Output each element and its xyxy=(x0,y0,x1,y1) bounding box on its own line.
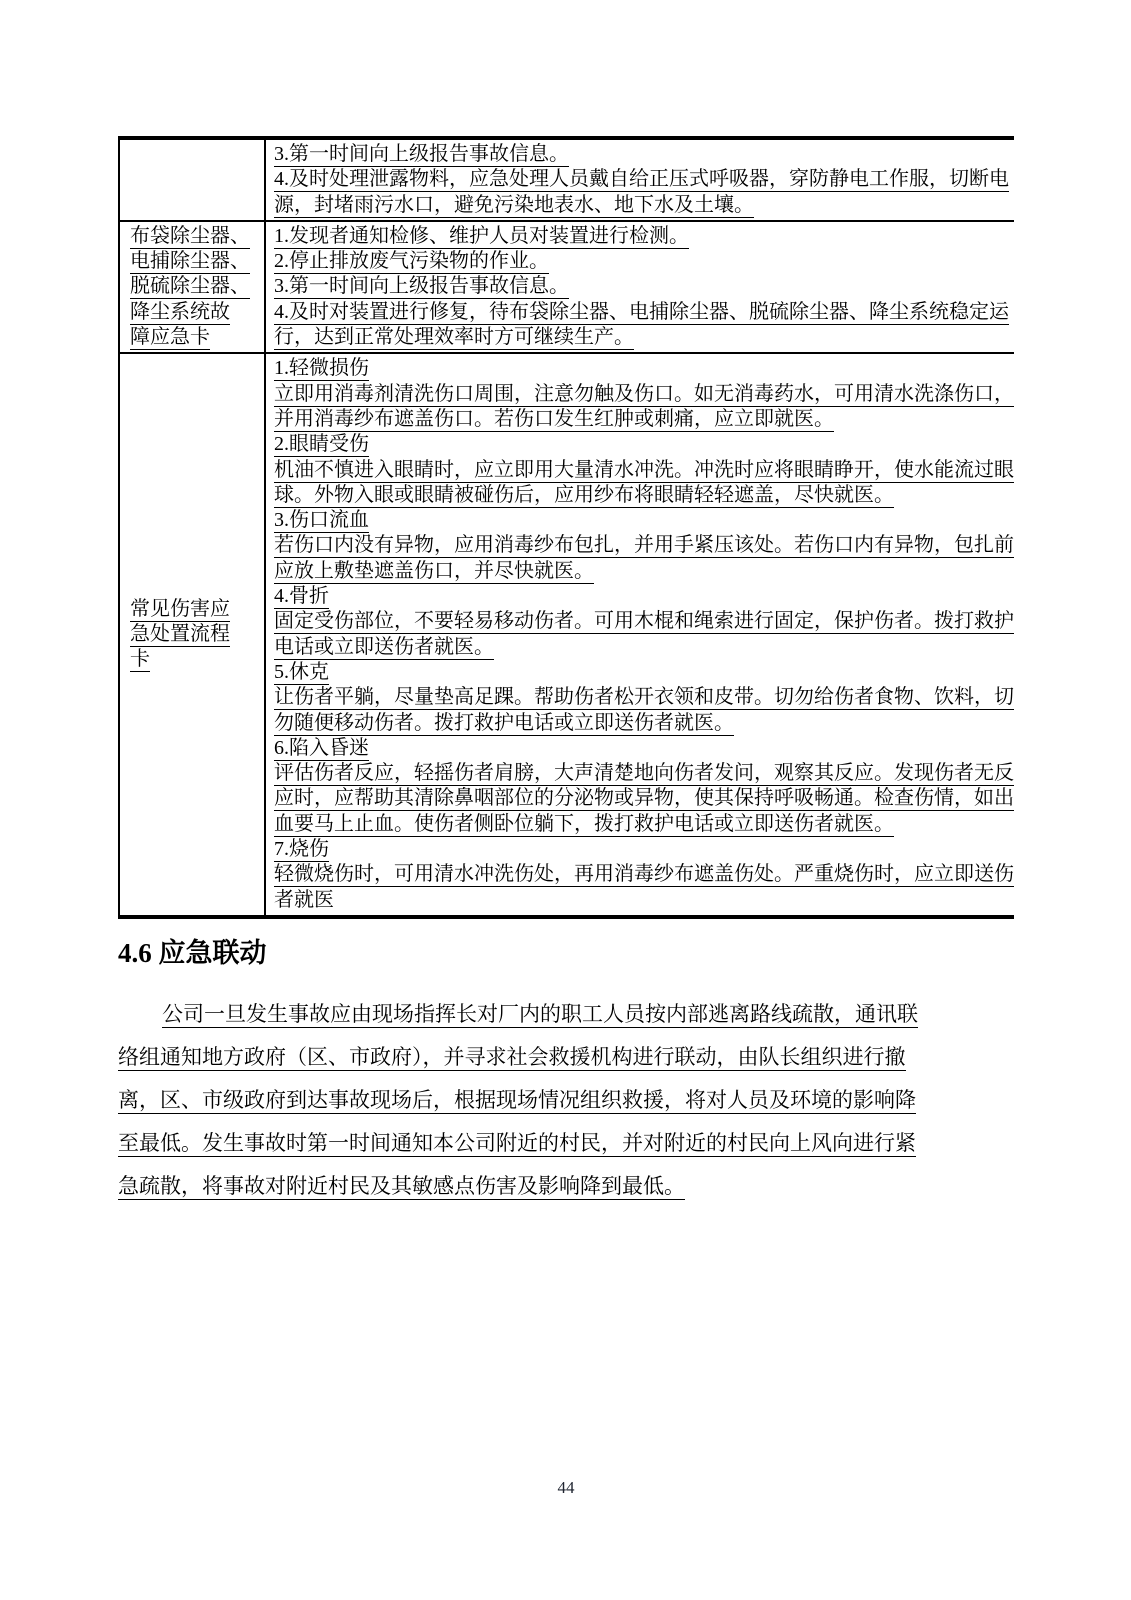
card-step-line: 1.发现者通知检修、维护人员对装置进行检测。 xyxy=(274,224,689,247)
card-name-line: 卡 xyxy=(130,648,150,671)
card-step-line: 立即用消毒剂清洗伤口周围，注意勿触及伤口。如无消毒药水，可用清水洗涤伤口， xyxy=(274,382,1014,405)
card-step-line: 血要马上止血。使伤者侧卧位躺下，拨打救护电话或立即送伤者就医。 xyxy=(274,812,894,835)
card-steps-cell xyxy=(265,353,1014,917)
card-step-line: 勿随便移动伤者。拨打救护电话或立即送伤者就医。 xyxy=(274,711,734,734)
card-step-line: 电话或立即送伤者就医。 xyxy=(274,635,494,658)
card-name-line: 障应急卡 xyxy=(130,326,210,349)
card-step-line: 5.休克 xyxy=(274,660,329,683)
card-step-line: 3.伤口流血 xyxy=(274,509,369,532)
page-number: 44 xyxy=(557,1478,575,1497)
emergency-cards-table xyxy=(118,136,1014,919)
card-step-line: 4.骨折 xyxy=(274,585,329,608)
card-steps-cell xyxy=(265,138,1014,221)
card-name-line: 脱硫除尘器、 xyxy=(130,275,250,298)
emergency-cards-table-body xyxy=(119,138,1014,917)
card-name-line: 急处置流程 xyxy=(130,622,230,645)
card-step-line: 若伤口内没有异物，应用消毒纱布包扎，并用手紧压该处。若伤口内有异物，包扎前 xyxy=(274,534,1014,557)
card-name-line: 电捕除尘器、 xyxy=(130,250,250,273)
card-step-line: 源，封堵雨污水口，避免污染地表水、地下水及土壤。 xyxy=(274,193,754,216)
card-step-line: 应时，应帮助其清除鼻咽部位的分泌物或异物，使其保持呼吸畅通。检查伤情，如出 xyxy=(274,787,1014,810)
section-heading: 4.6 应急联动 xyxy=(118,937,267,968)
card-step-line: 球。外物入眼或眼睛被碰伤后，应用纱布将眼睛轻轻遮盖，尽快就医。 xyxy=(274,483,894,506)
card-name-line: 降尘系统故 xyxy=(130,300,230,323)
card-step-line: 轻微烧伤时，可用清水冲洗伤处，再用消毒纱布遮盖伤处。严重烧伤时，应立即送伤 xyxy=(274,863,1014,886)
card-step-line: 者就医 xyxy=(274,888,334,911)
table-row xyxy=(119,353,1014,917)
card-step-line: 4.及时处理泄露物料，应急处理人员戴自给正压式呼吸器，穿防静电工作服，切断电 xyxy=(274,168,1009,191)
card-step-line: 机油不慎进入眼睛时，应立即用大量清水冲洗。冲洗时应将眼睛睁开，使水能流过眼 xyxy=(274,458,1014,481)
card-step-line: 7.烧伤 xyxy=(274,838,329,861)
body-paragraph xyxy=(118,993,1014,1208)
card-name-cell xyxy=(119,138,265,221)
card-step-line: 1.轻微损伤 xyxy=(274,357,369,380)
card-name-line: 常见伤害应 xyxy=(130,597,230,620)
card-step-line: 行，达到正常处理效率时方可继续生产。 xyxy=(274,326,634,349)
table-row xyxy=(119,138,1014,221)
paragraph-line: 至最低。发生事故时第一时间通知本公司附近的村民，并对附近的村民向上风向进行紧 xyxy=(118,1130,916,1155)
card-step-line: 固定受伤部位，不要轻易移动伤者。可用木棍和绳索进行固定，保护伤者。拨打救护 xyxy=(274,610,1014,633)
card-steps-cell xyxy=(265,221,1014,353)
table-row xyxy=(119,221,1014,353)
card-name-cell xyxy=(119,221,265,353)
card-name-cell xyxy=(119,353,265,917)
card-step-line: 让伤者平躺，尽量垫高足踝。帮助伤者松开衣领和皮带。切勿给伤者食物、饮料，切 xyxy=(274,686,1014,709)
card-step-line: 6.陷入昏迷 xyxy=(274,736,369,759)
paragraph-line: 急疏散，将事故对附近村民及其敏感点伤害及影响降到最低。 xyxy=(118,1173,685,1198)
card-step-line: 2.眼睛受伤 xyxy=(274,433,369,456)
paragraph-line: 离，区、市级政府到达事故现场后，根据现场情况组织救援，将对人员及环境的影响降 xyxy=(118,1087,916,1112)
card-step-line: 2.停止排放废气污染物的作业。 xyxy=(274,250,549,273)
card-step-line: 4.及时对装置进行修复，待布袋除尘器、电捕除尘器、脱硫除尘器、降尘系统稳定运 xyxy=(274,300,1009,323)
card-name-line: 布袋除尘器、 xyxy=(130,224,250,247)
card-step-line: 并用消毒纱布遮盖伤口。若伤口发生红肿或刺痛，应立即就医。 xyxy=(274,407,834,430)
paragraph-line: 公司一旦发生事故应由现场指挥长对厂内的职工人员按内部逃离路线疏散，通讯联 xyxy=(162,1001,918,1026)
paragraph-line: 络组通知地方政府（区、市政府），并寻求社会救援机构进行联动，由队长组织进行撤 xyxy=(118,1044,906,1069)
card-step-line: 3.第一时间向上级报告事故信息。 xyxy=(274,275,569,298)
card-step-line: 评估伤者反应，轻摇伤者肩膀，大声清楚地向伤者发问，观察其反应。发现伤者无反 xyxy=(274,762,1014,785)
card-step-line: 3.第一时间向上级报告事故信息。 xyxy=(274,143,569,165)
card-step-line: 应放上敷垫遮盖伤口，并尽快就医。 xyxy=(274,559,594,582)
page-content xyxy=(118,136,1014,1208)
